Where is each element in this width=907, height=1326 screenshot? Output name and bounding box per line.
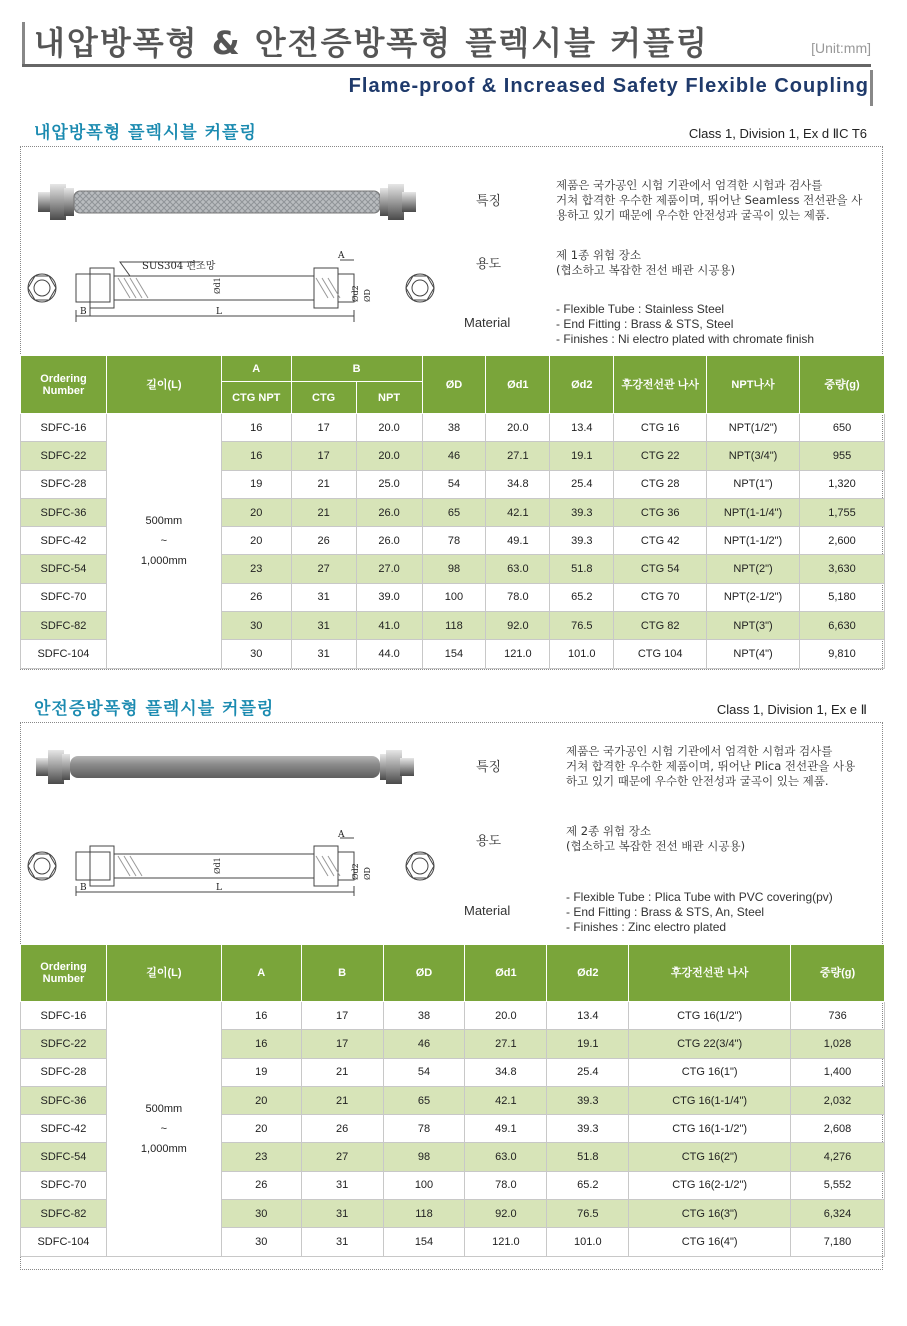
table-cell: 65.2 <box>547 1171 629 1199</box>
table-cell: 9,810 <box>800 640 885 668</box>
section2-spec-table <box>20 944 885 1257</box>
table-cell: 3,630 <box>800 555 885 583</box>
table-cell: 65.2 <box>550 583 614 611</box>
table-cell: 38 <box>383 1002 465 1030</box>
table-cell: 42.1 <box>486 498 550 526</box>
table-cell: 26 <box>221 583 291 611</box>
table-cell: 30 <box>221 1228 301 1256</box>
table-cell: 16 <box>221 1030 301 1058</box>
table-cell: CTG 16(4") <box>629 1228 791 1256</box>
table-cell: 34.8 <box>486 470 550 498</box>
section2-product-photo <box>36 742 420 792</box>
table-cell: CTG 70 <box>614 583 707 611</box>
table-cell: 30 <box>221 640 291 668</box>
mesh-label: SUS304 편조망 <box>142 261 216 272</box>
table-cell: 2,032 <box>791 1086 885 1114</box>
table-cell: 98 <box>422 555 486 583</box>
table-cell: CTG 16(2") <box>629 1143 791 1171</box>
col-a-sub: CTG NPT <box>221 382 291 414</box>
col2-length: 길이(L) <box>106 945 221 1002</box>
table-cell: 4,276 <box>791 1143 885 1171</box>
col-a: A <box>221 356 291 382</box>
table-cell: 17 <box>291 442 356 470</box>
section1-title: 내압방폭형 플렉시블 커플링 <box>34 123 257 143</box>
table-cell: 23 <box>221 1143 301 1171</box>
table-cell: 39.0 <box>356 583 422 611</box>
table-cell: SDFC-36 <box>21 1086 107 1114</box>
table-cell: 13.4 <box>547 1002 629 1030</box>
table-cell: 1,320 <box>800 470 885 498</box>
table-cell: 650 <box>800 414 885 442</box>
table-cell: 25.4 <box>547 1058 629 1086</box>
table-cell: 51.8 <box>547 1143 629 1171</box>
dim2-d2: Ød2 <box>351 863 360 880</box>
table-cell: 78.0 <box>486 583 550 611</box>
col-d1: Ød1 <box>486 356 550 414</box>
table-cell: 21 <box>301 1086 383 1114</box>
table-cell: CTG 16(1-1/4") <box>629 1086 791 1114</box>
table-cell: 13.4 <box>550 414 614 442</box>
table-cell: CTG 36 <box>614 498 707 526</box>
dim-d: ØD <box>363 289 372 302</box>
table-cell: 26 <box>291 527 356 555</box>
table-cell: 39.3 <box>547 1115 629 1143</box>
table-cell: 20.0 <box>465 1002 547 1030</box>
title-frame-right <box>870 70 873 106</box>
dim-d1: Ød1 <box>213 277 222 294</box>
table-cell: SDFC-28 <box>21 470 107 498</box>
section1-feature-label: 특징 <box>476 194 502 209</box>
table-cell: 100 <box>422 583 486 611</box>
dim-b: B <box>80 307 87 317</box>
table-cell: 31 <box>301 1171 383 1199</box>
table-cell: 19 <box>221 1058 301 1086</box>
table-cell: 54 <box>383 1058 465 1086</box>
table-cell: 118 <box>422 612 486 640</box>
section1-use-label: 용도 <box>476 257 502 272</box>
table-cell: 121.0 <box>486 640 550 668</box>
table-cell: 2,600 <box>800 527 885 555</box>
table-cell: 65 <box>383 1086 465 1114</box>
dim-l: L <box>216 307 222 317</box>
table-cell: SDFC-42 <box>21 1115 107 1143</box>
table-cell: 39.3 <box>550 498 614 526</box>
table-cell: 26.0 <box>356 527 422 555</box>
table-cell: 5,180 <box>800 583 885 611</box>
title-frame-left <box>22 22 25 67</box>
table-cell: CTG 82 <box>614 612 707 640</box>
dim2-l: L <box>216 883 222 893</box>
dim2-d: ØD <box>363 867 372 880</box>
table-cell: 154 <box>422 640 486 668</box>
length-cell: 500mm ~ 1,000mm <box>106 1002 221 1257</box>
table-cell: 20.0 <box>356 414 422 442</box>
section1-spec-table <box>20 355 885 669</box>
table-cell: 25.0 <box>356 470 422 498</box>
col2-weight: 중량(g) <box>791 945 885 1002</box>
table-cell: CTG 16(1-1/2") <box>629 1115 791 1143</box>
section2-feature-label: 특징 <box>476 760 502 775</box>
table-cell: 30 <box>221 612 291 640</box>
section1-feature-text: 제품은 국가공인 시험 기관에서 엄격한 시험과 검사를 거쳐 합격한 우수한 제품이며, 뛰어난 Seamless 전선관을 사 용하고 있기 때문에 우수한 안전성과 굴곡이 있는 제품. <box>556 178 863 222</box>
table-cell: 42.1 <box>465 1086 547 1114</box>
table-cell: SDFC-70 <box>21 583 107 611</box>
dim2-b: B <box>80 883 87 893</box>
table-cell: 46 <box>383 1030 465 1058</box>
table-cell: 27 <box>301 1143 383 1171</box>
table-row <box>21 414 885 442</box>
table-cell: 16 <box>221 442 291 470</box>
table-cell: 31 <box>301 1200 383 1228</box>
section1-dimension-drawing <box>20 244 440 324</box>
table-cell: 21 <box>301 1058 383 1086</box>
table-cell: CTG 22(3/4") <box>629 1030 791 1058</box>
table-cell: 31 <box>291 583 356 611</box>
table-cell: 26 <box>221 1171 301 1199</box>
table-cell: 51.8 <box>550 555 614 583</box>
section1-material-label: Material <box>464 315 511 330</box>
col2-d: ØD <box>383 945 465 1002</box>
table-cell: 7,180 <box>791 1228 885 1256</box>
table-cell: 92.0 <box>465 1200 547 1228</box>
col-thread: 후강전선관 나사 <box>614 356 707 414</box>
table-cell: CTG 104 <box>614 640 707 668</box>
table-cell: SDFC-16 <box>21 1002 107 1030</box>
table-cell: 38 <box>422 414 486 442</box>
title-divider <box>22 64 871 67</box>
col2-thread: 후강전선관 나사 <box>629 945 791 1002</box>
table-cell: 44.0 <box>356 640 422 668</box>
section2-title: 안전증방폭형 플렉시블 커플링 <box>34 699 275 719</box>
table-cell: SDFC-28 <box>21 1058 107 1086</box>
table-cell: 1,400 <box>791 1058 885 1086</box>
table-cell: SDFC-22 <box>21 1030 107 1058</box>
table-cell: CTG 42 <box>614 527 707 555</box>
table-cell: 78 <box>383 1115 465 1143</box>
table-cell: NPT(2-1/2") <box>707 583 800 611</box>
length-cell: 500mm ~ 1,000mm <box>106 414 221 669</box>
section1-class: Class 1, Division 1, Ex d ⅡC T6 <box>688 126 867 141</box>
table-cell: NPT(1-1/4") <box>707 498 800 526</box>
table-cell: NPT(1/2") <box>707 414 800 442</box>
table-cell: NPT(1-1/2") <box>707 527 800 555</box>
col2-a: A <box>221 945 301 1002</box>
dim-a: A <box>338 251 345 261</box>
table-cell: 27.1 <box>465 1030 547 1058</box>
table-cell: 27.1 <box>486 442 550 470</box>
table-cell: 6,324 <box>791 1200 885 1228</box>
col2-ordering: Ordering Number <box>21 945 107 1002</box>
dim2-d1: Ød1 <box>213 857 222 874</box>
table-cell: SDFC-54 <box>21 555 107 583</box>
table-cell: 39.3 <box>547 1086 629 1114</box>
table-cell: 100 <box>383 1171 465 1199</box>
col2-d1: Ød1 <box>465 945 547 1002</box>
col-d2: Ød2 <box>550 356 614 414</box>
table-cell: SDFC-16 <box>21 414 107 442</box>
section2-use-label: 용도 <box>476 834 502 849</box>
table-cell: 49.1 <box>486 527 550 555</box>
table-cell: 21 <box>291 498 356 526</box>
col-npt: NPT나사 <box>707 356 800 414</box>
table-cell: 46 <box>422 442 486 470</box>
col-ordering: Ordering Number <box>21 356 107 414</box>
col-b-npt: NPT <box>356 382 422 414</box>
table-cell: NPT(3") <box>707 612 800 640</box>
table-cell: NPT(1") <box>707 470 800 498</box>
section2-material-label: Material <box>464 903 511 918</box>
table-cell: 955 <box>800 442 885 470</box>
table-cell: 20 <box>221 1115 301 1143</box>
table-cell: 63.0 <box>465 1143 547 1171</box>
table-cell: 27.0 <box>356 555 422 583</box>
section2-material-text: - Flexible Tube : Plica Tube with PVC covering(pv) - End Fitting : Brass & STS, An, Steel - Finishes : Zinc electro plated <box>566 890 833 934</box>
table-cell: 21 <box>291 470 356 498</box>
table-cell: SDFC-82 <box>21 612 107 640</box>
table-cell: 5,552 <box>791 1171 885 1199</box>
section2-use-text: 제 2종 위험 장소 (협소하고 복잡한 전선 배관 시공용) <box>566 824 746 853</box>
table-cell: 25.4 <box>550 470 614 498</box>
table-cell: 27 <box>291 555 356 583</box>
table-cell: 19.1 <box>547 1030 629 1058</box>
table-cell: SDFC-54 <box>21 1143 107 1171</box>
table-cell: CTG 22 <box>614 442 707 470</box>
table-cell: 20 <box>221 1086 301 1114</box>
table-cell: 39.3 <box>550 527 614 555</box>
table-cell: SDFC-42 <box>21 527 107 555</box>
table-cell: 49.1 <box>465 1115 547 1143</box>
table-cell: CTG 16(1/2") <box>629 1002 791 1030</box>
col-b-ctg: CTG <box>291 382 356 414</box>
table-cell: 17 <box>301 1002 383 1030</box>
table-cell: 154 <box>383 1228 465 1256</box>
page-title-english: Flame-proof & Increased Safety Flexible Coupling <box>348 75 869 97</box>
table-cell: 54 <box>422 470 486 498</box>
table-cell: SDFC-82 <box>21 1200 107 1228</box>
table-cell: CTG 16 <box>614 414 707 442</box>
col2-b: B <box>301 945 383 1002</box>
col2-d2: Ød2 <box>547 945 629 1002</box>
table-cell: 26.0 <box>356 498 422 526</box>
table-cell: 101.0 <box>550 640 614 668</box>
table-cell: 98 <box>383 1143 465 1171</box>
col-d: ØD <box>422 356 486 414</box>
table-cell: 23 <box>221 555 291 583</box>
col-length: 길이(L) <box>106 356 221 414</box>
table-cell: 76.5 <box>550 612 614 640</box>
dim-d2: Ød2 <box>351 285 360 302</box>
table-cell: SDFC-22 <box>21 442 107 470</box>
table-cell: SDFC-70 <box>21 1171 107 1199</box>
table-cell: 20.0 <box>486 414 550 442</box>
table-cell: NPT(2") <box>707 555 800 583</box>
table-row <box>21 1002 885 1030</box>
section2-class: Class 1, Division 1, Ex e Ⅱ <box>716 702 867 717</box>
section1-product-photo <box>38 172 418 232</box>
table-cell: 1,755 <box>800 498 885 526</box>
table-cell: NPT(4") <box>707 640 800 668</box>
table-cell: 92.0 <box>486 612 550 640</box>
table-cell: CTG 16(1") <box>629 1058 791 1086</box>
table-cell: 736 <box>791 1002 885 1030</box>
table-cell: SDFC-104 <box>21 1228 107 1256</box>
col-weight: 중량(g) <box>800 356 885 414</box>
table-cell: 20.0 <box>356 442 422 470</box>
table-cell: 20 <box>221 498 291 526</box>
table-cell: CTG 16(3") <box>629 1200 791 1228</box>
table-cell: 78 <box>422 527 486 555</box>
section1-use-text: 제 1종 위험 장소 (협소하고 복잡한 전선 배관 시공용) <box>556 248 736 277</box>
table-cell: 6,630 <box>800 612 885 640</box>
table-cell: 76.5 <box>547 1200 629 1228</box>
section2-dimension-drawing <box>20 830 440 898</box>
table-cell: 19.1 <box>550 442 614 470</box>
table-cell: 121.0 <box>465 1228 547 1256</box>
table-cell: 2,608 <box>791 1115 885 1143</box>
table-cell: 17 <box>291 414 356 442</box>
table-cell: CTG 28 <box>614 470 707 498</box>
section2-feature-text: 제품은 국가공인 시험 기관에서 엄격한 시험과 검사를 거쳐 합격한 우수한 제품이며, 뛰어난 Plica 전선관을 사용 하고 있기 때문에 우수한 안전성과 굴곡이 있는 제품. <box>566 744 856 788</box>
table-cell: 16 <box>221 414 291 442</box>
table-cell: 20 <box>221 527 291 555</box>
table-cell: 16 <box>221 1002 301 1030</box>
table-cell: 78.0 <box>465 1171 547 1199</box>
section1-material-text: - Flexible Tube : Stainless Steel - End Fitting : Brass & STS, Steel - Finishes : Ni electro plated with chromate finish <box>556 302 815 346</box>
table-cell: CTG 16(2-1/2") <box>629 1171 791 1199</box>
table-cell: CTG 54 <box>614 555 707 583</box>
table-cell: NPT(3/4") <box>707 442 800 470</box>
table-cell: 31 <box>291 612 356 640</box>
table-cell: 26 <box>301 1115 383 1143</box>
col-b: B <box>291 356 422 382</box>
table-cell: SDFC-104 <box>21 640 107 668</box>
page-title-korean: 내압방폭형 & 안전증방폭형 플렉시블 커플링 <box>34 24 709 62</box>
table-cell: 19 <box>221 470 291 498</box>
table-cell: 101.0 <box>547 1228 629 1256</box>
unit-label: [Unit:mm] <box>811 40 871 56</box>
dim2-a: A <box>338 830 345 840</box>
table-cell: 63.0 <box>486 555 550 583</box>
table-cell: 118 <box>383 1200 465 1228</box>
table-cell: 31 <box>291 640 356 668</box>
table-cell: 34.8 <box>465 1058 547 1086</box>
table-cell: 17 <box>301 1030 383 1058</box>
table-cell: 31 <box>301 1228 383 1256</box>
table-cell: 41.0 <box>356 612 422 640</box>
table-cell: SDFC-36 <box>21 498 107 526</box>
table-cell: 65 <box>422 498 486 526</box>
table-cell: 1,028 <box>791 1030 885 1058</box>
table-cell: 30 <box>221 1200 301 1228</box>
